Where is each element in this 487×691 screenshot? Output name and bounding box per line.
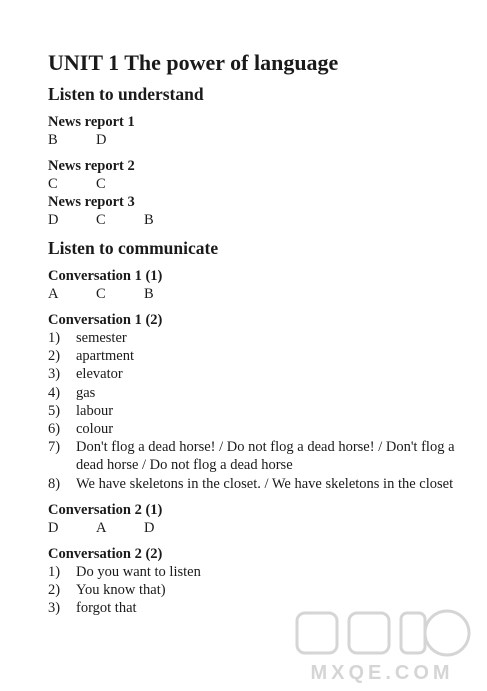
part-title: Conversation 2 (2) <box>48 545 163 562</box>
answer: B <box>144 286 154 302</box>
answer: C <box>48 176 58 192</box>
list-item <box>48 438 468 474</box>
item-text: semester <box>76 330 127 346</box>
section-title: Listen to understand <box>48 84 204 104</box>
item-number: 7) <box>48 439 61 456</box>
list-item <box>48 365 468 383</box>
item-text: elevator <box>76 366 123 383</box>
list-item <box>48 384 468 402</box>
answer: A <box>96 519 107 536</box>
part-title: Conversation 1 (1) <box>48 268 163 284</box>
part-title: News report 3 <box>48 194 135 210</box>
list-item <box>48 329 468 347</box>
answer-key-page <box>48 50 468 625</box>
watermark-logo <box>287 605 477 685</box>
unit-title: UNIT 1 The power of language <box>48 50 339 75</box>
item-text: We have skeletons in the closet. / We have skeletons in the closet <box>76 475 454 492</box>
item-number: 3) <box>48 366 61 383</box>
item-text: apartment <box>76 348 134 365</box>
answer-row <box>48 211 468 229</box>
answer-row <box>48 131 468 149</box>
item-text: gas <box>76 384 96 401</box>
part-title: News report 2 <box>48 158 135 174</box>
answer: D <box>144 519 155 536</box>
answer: C <box>96 176 106 192</box>
svg-text:MXQE.COM: MXQE.COM <box>310 662 454 684</box>
answer: D <box>48 519 59 536</box>
item-text: You know that) <box>76 582 166 599</box>
section-title: Listen to communicate <box>48 238 219 258</box>
part-title: News report 1 <box>48 114 135 130</box>
item-number: 5) <box>48 402 61 419</box>
list-item <box>48 420 468 438</box>
item-text: forgot that <box>76 600 137 617</box>
answer: D <box>48 212 59 228</box>
item-number: 2) <box>48 348 61 365</box>
section-listen-to-communicate <box>48 237 468 617</box>
list-item <box>48 402 468 420</box>
item-number: 3) <box>48 600 61 617</box>
answer-row <box>48 175 468 193</box>
list-item <box>48 475 468 493</box>
answer: D <box>96 132 107 148</box>
answer-row <box>48 519 468 537</box>
answer: B <box>48 132 58 148</box>
item-number: 6) <box>48 421 61 438</box>
item-text: labour <box>76 402 114 419</box>
answer: A <box>48 286 59 302</box>
list-item <box>48 581 468 599</box>
item-number: 1) <box>48 330 61 346</box>
item-number: 1) <box>48 563 61 580</box>
part-title: Conversation 2 (1) <box>48 501 163 518</box>
list-item <box>48 347 468 365</box>
item-text: Don't flog a dead horse! / Do not flog a dead horse! / Don't flog a dead horse / Do not flog a dead horse <box>76 439 455 474</box>
answer: B <box>144 212 154 228</box>
answer-row <box>48 285 468 303</box>
item-number: 4) <box>48 384 61 401</box>
item-number: 8) <box>48 475 61 492</box>
list-item <box>48 563 468 581</box>
answer-list <box>48 329 468 493</box>
part-title: Conversation 1 (2) <box>48 312 163 328</box>
answer: C <box>96 212 106 228</box>
answer: C <box>96 286 106 302</box>
item-number: 2) <box>48 582 61 599</box>
section-listen-to-understand <box>48 83 468 229</box>
item-text: colour <box>76 421 114 438</box>
item-text: Do you want to listen <box>76 563 201 580</box>
